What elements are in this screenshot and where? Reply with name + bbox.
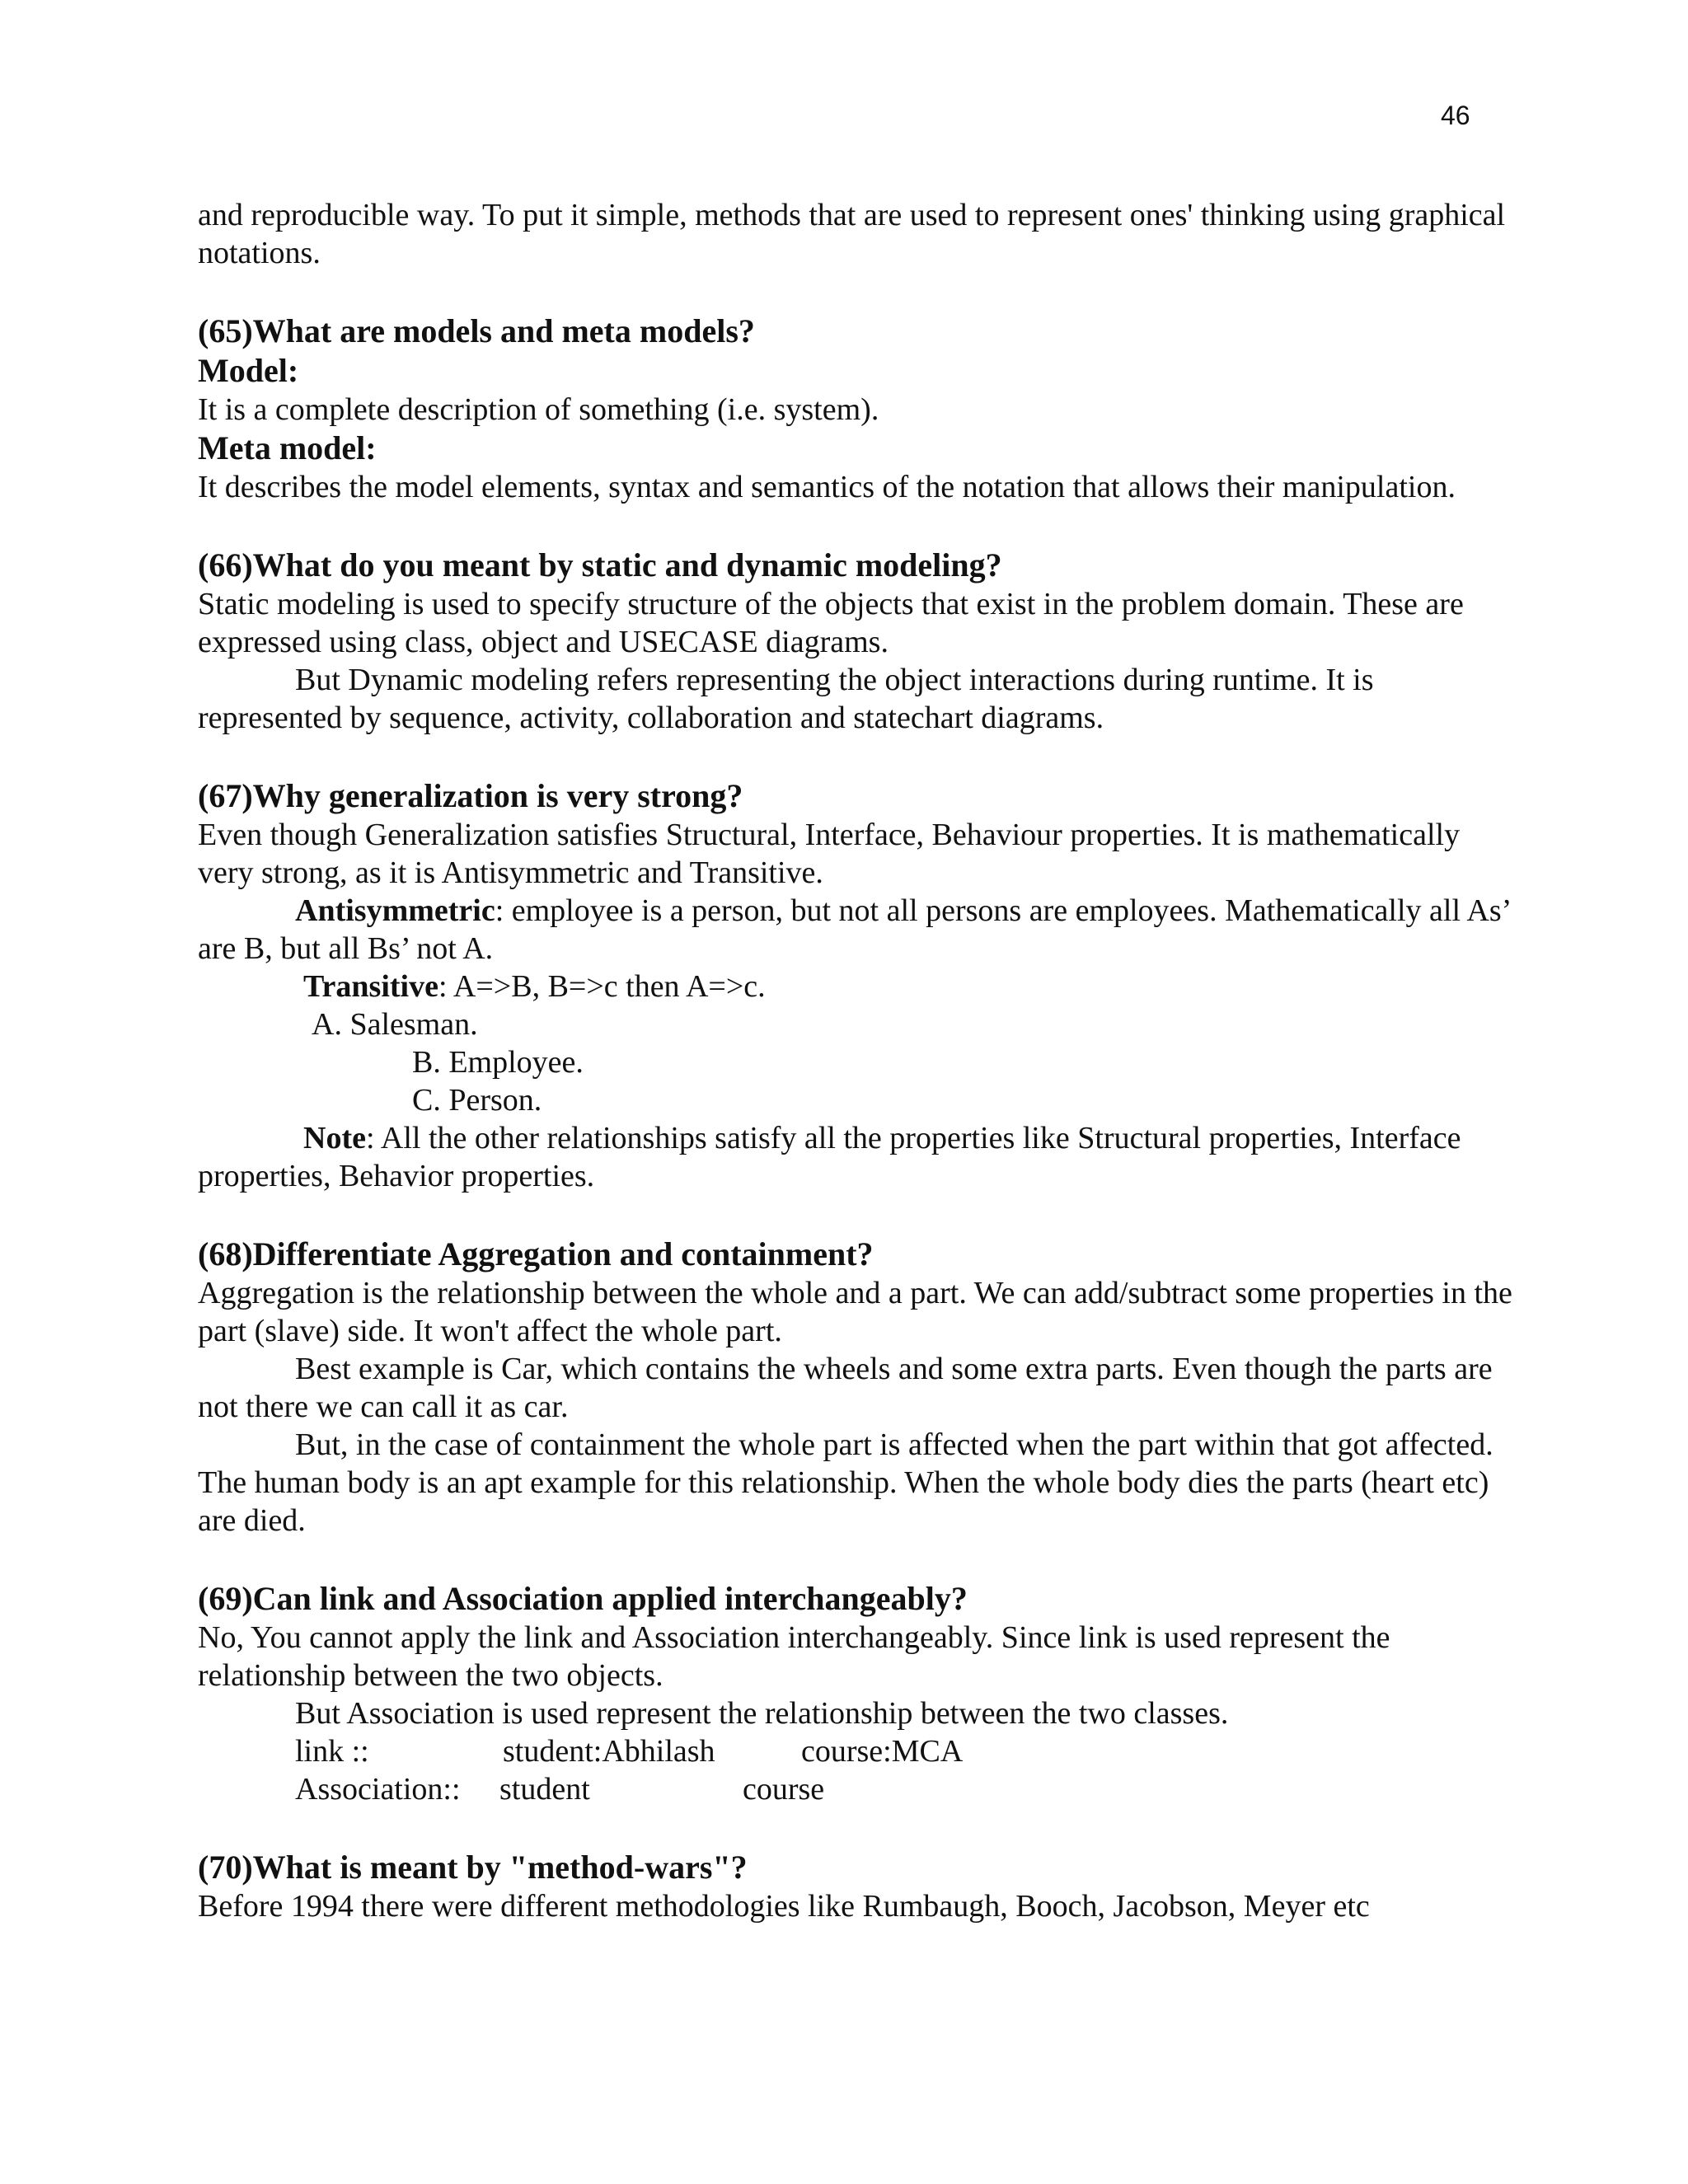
link-row-label: link :: [295, 1734, 369, 1769]
transitive-label: Transitive [303, 969, 438, 1004]
question-67 [198, 776, 1517, 1195]
question-70 [198, 1848, 1517, 1925]
question-66-paragraph-1: Static modeling is used to specify structure of the objects that exist in the problem domain. These are expressed using class, object and USECASE diagrams. [198, 587, 1464, 659]
question-69-heading: (69)Can link and Association applied interchangeably? [198, 1580, 968, 1617]
question-65-heading: (65)What are models and meta models? [198, 312, 755, 349]
antisymmetric-text: : employee is a person, but not all persons are employees. Mathematically all As’ are B, but all Bs’ not A. [198, 893, 1510, 966]
question-69-paragraph-2: But Association is used represent the relationship between the two classes. [295, 1696, 1229, 1731]
document-body [198, 196, 1517, 1925]
question-70-paragraph-1: Before 1994 there were different methodologies like Rumbaugh, Booch, Jacobson, Meyer etc [198, 1889, 1370, 1924]
question-68-paragraph-2: Best example is Car, which contains the wheels and some extra parts. Even though the parts are not there we can call it as car. [198, 1352, 1493, 1424]
association-row-right: course [743, 1772, 825, 1807]
question-65 [198, 312, 1517, 506]
list-item-a: A. Salesman. [312, 1007, 478, 1042]
association-row-left: student [499, 1772, 590, 1807]
note-text: : All the other relationships satisfy all the properties like Structural properties, Interface properties, Behavior properties. [198, 1121, 1461, 1193]
meta-model-text: It describes the model elements, syntax and semantics of the notation that allows their manipulation. [198, 470, 1456, 504]
model-label: Model: [198, 352, 299, 389]
question-70-heading: (70)What is meant by "method-wars"? [198, 1849, 748, 1886]
question-69 [198, 1579, 1517, 1808]
question-68-heading: (68)Differentiate Aggregation and containment? [198, 1235, 874, 1272]
link-row-left: student:Abhilash [503, 1734, 715, 1769]
question-67-heading: (67)Why generalization is very strong? [198, 777, 743, 814]
list-item-c: C. Person. [412, 1083, 542, 1118]
page-number: 46 [1441, 101, 1470, 130]
antisymmetric-label: Antisymmetric [295, 893, 495, 928]
question-68 [198, 1235, 1517, 1540]
question-67-paragraph-1: Even though Generalization satisfies Structural, Interface, Behaviour properties. It is mathematically very strong, as it is Antisymmetric and Transitive. [198, 818, 1461, 890]
list-item-b: B. Employee. [412, 1045, 584, 1080]
transitive-text: : A=>B, B=>c then A=>c. [438, 969, 766, 1004]
intro-paragraph: and reproducible way. To put it simple, methods that are used to represent ones' thinking using graphical notations. [198, 198, 1506, 270]
link-row [198, 1732, 1517, 1770]
question-66 [198, 546, 1517, 737]
question-68-paragraph-1: Aggregation is the relationship between the whole and a part. We can add/subtract some properties in the part (slave) side. It won't affect the whole part. [198, 1276, 1512, 1348]
question-68-paragraph-3: But, in the case of containment the whole part is affected when the part within that got affected. The human body is an apt example for this relationship. When the whole body dies the parts (heart etc) are died. [198, 1427, 1493, 1538]
note-label: Note [303, 1121, 366, 1155]
link-row-right: course:MCA [801, 1734, 964, 1769]
question-69-paragraph-1: No, You cannot apply the link and Association interchangeably. Since link is used represent the relationship between the two objects. [198, 1620, 1390, 1693]
transitive-line [198, 968, 1517, 1005]
question-66-heading: (66)What do you meant by static and dynamic modeling? [198, 546, 1002, 583]
question-66-paragraph-2: But Dynamic modeling refers representing the object interactions during runtime. It is represented by sequence, activity, collaboration and statechart diagrams. [198, 663, 1374, 735]
note-paragraph [198, 1119, 1517, 1195]
meta-model-label: Meta model: [198, 429, 377, 466]
antisymmetric-paragraph [198, 892, 1517, 968]
model-text: It is a complete description of something (i.e. system). [198, 392, 879, 427]
association-row [198, 1770, 1517, 1808]
association-row-label: Association:: [295, 1772, 461, 1807]
